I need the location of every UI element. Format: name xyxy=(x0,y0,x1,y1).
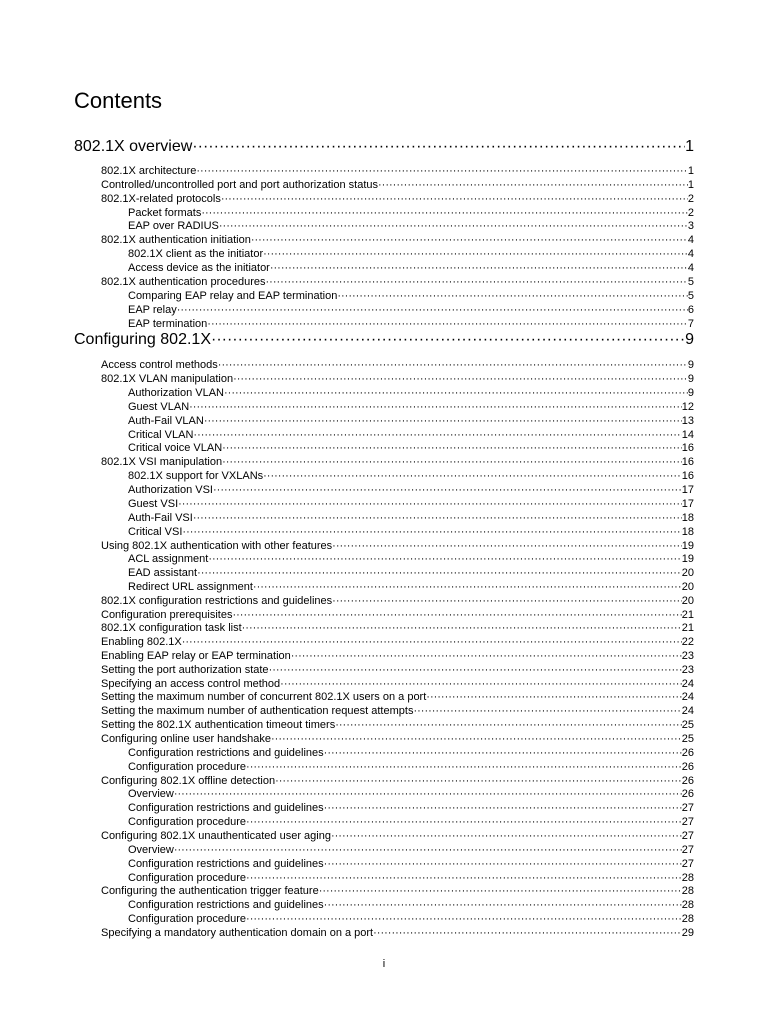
dot-leader xyxy=(263,247,688,261)
toc-entry[interactable] xyxy=(101,649,694,663)
toc-entry[interactable] xyxy=(128,580,694,594)
toc-entry[interactable] xyxy=(101,690,694,704)
toc-entry-label: Guest VLAN xyxy=(128,401,190,413)
toc-entry-label: Critical VLAN xyxy=(128,429,194,441)
toc-entry-label: Using 802.1X authentication with other features xyxy=(101,540,333,552)
contents-heading: Contents xyxy=(74,88,163,113)
toc-entry[interactable] xyxy=(101,178,694,192)
dot-leader xyxy=(192,137,685,157)
toc-page-number: 26 xyxy=(681,747,694,759)
toc-page-number: 12 xyxy=(681,401,694,413)
toc-page-number: 16 xyxy=(681,470,694,482)
toc-page-number: 2 xyxy=(687,193,694,205)
toc-page-number: 26 xyxy=(681,761,694,773)
dot-leader xyxy=(253,580,682,594)
toc-entry[interactable] xyxy=(101,608,694,622)
dot-leader xyxy=(207,317,688,331)
page-number-footer: i xyxy=(382,958,386,970)
toc-entry-label: 802.1X overview xyxy=(74,138,193,155)
toc-entry[interactable] xyxy=(101,718,694,732)
toc-page-number: 27 xyxy=(681,802,694,814)
toc-page-number: 18 xyxy=(681,512,694,524)
toc-page-number: 9 xyxy=(687,373,694,385)
toc-entry[interactable] xyxy=(128,552,694,566)
toc-entry[interactable] xyxy=(101,233,694,247)
toc-entry[interactable] xyxy=(128,746,694,760)
toc-entry[interactable] xyxy=(101,677,694,691)
toc-entry[interactable] xyxy=(128,303,694,317)
toc-page-number: 28 xyxy=(681,885,694,897)
dot-leader xyxy=(178,497,682,511)
toc-entry-label: Configuration restrictions and guidelines xyxy=(128,747,324,759)
toc-entry-label: 802.1X client as the initiator xyxy=(128,248,264,260)
toc-entry[interactable] xyxy=(128,206,694,220)
toc-entry-label: Controlled/uncontrolled port and port authorization status xyxy=(101,179,379,191)
dot-leader xyxy=(213,483,682,497)
toc-entry-label: Redirect URL assignment xyxy=(128,581,253,593)
dot-leader xyxy=(378,178,688,192)
toc-entry-label: Authorization VLAN xyxy=(128,387,224,399)
toc-entry[interactable] xyxy=(101,732,694,746)
toc-page-number: 23 xyxy=(681,664,694,676)
toc-entry[interactable] xyxy=(128,525,694,539)
toc-chapter-entry[interactable] xyxy=(74,330,694,350)
toc-page-number: 1 xyxy=(685,138,694,155)
toc-entry[interactable] xyxy=(101,358,694,372)
dot-leader xyxy=(275,774,682,788)
dot-leader xyxy=(280,677,682,691)
toc-page-number: 4 xyxy=(687,262,694,274)
dot-leader xyxy=(269,663,682,677)
toc-page-number: 28 xyxy=(681,872,694,884)
dot-leader xyxy=(174,843,682,857)
dot-leader xyxy=(246,760,682,774)
toc-entry-label: Setting the maximum number of concurrent 802.1X users on a port xyxy=(101,691,427,703)
dot-leader xyxy=(291,649,682,663)
toc-entry-label: Configuration procedure xyxy=(128,872,247,884)
toc-entry-label: Critical voice VLAN xyxy=(128,442,223,454)
toc-entry[interactable] xyxy=(101,926,694,940)
toc-entry-label: EAP relay xyxy=(128,304,177,316)
dot-leader xyxy=(211,330,685,350)
toc-entry-label: Configuration restrictions and guidelines xyxy=(128,899,324,911)
dot-leader xyxy=(246,912,682,926)
toc-entry-label: Configuration restrictions and guidelines xyxy=(128,858,324,870)
toc-page-number: 18 xyxy=(681,526,694,538)
dot-leader xyxy=(266,275,688,289)
toc-entry[interactable] xyxy=(128,871,694,885)
toc-entry[interactable] xyxy=(101,539,694,553)
toc-page-number: 21 xyxy=(681,622,694,634)
toc-page-number: 13 xyxy=(681,415,694,427)
toc-page-number: 5 xyxy=(687,290,694,302)
dot-leader xyxy=(189,400,682,414)
dot-leader xyxy=(232,608,681,622)
toc-chapter-entry[interactable] xyxy=(74,137,694,157)
toc-entry[interactable] xyxy=(101,663,694,677)
dot-leader xyxy=(204,414,682,428)
toc-entry-label: 802.1X authentication procedures xyxy=(101,276,266,288)
dot-leader xyxy=(324,801,682,815)
dot-leader xyxy=(246,815,682,829)
toc-entry-label: Configuring 802.1X xyxy=(74,331,211,348)
toc-entry[interactable] xyxy=(101,829,694,843)
toc-page-number: 21 xyxy=(681,609,694,621)
toc-page-number: 2 xyxy=(687,207,694,219)
toc-entry-label: EAP termination xyxy=(128,318,208,330)
dot-leader xyxy=(251,233,688,247)
dot-leader xyxy=(332,539,682,553)
toc-entry-label: Configuration procedure xyxy=(128,913,247,925)
dot-leader xyxy=(331,829,682,843)
toc-entry-label: Setting the maximum number of authentication request attempts xyxy=(101,705,414,717)
toc-entry[interactable] xyxy=(128,760,694,774)
toc-page-number: 26 xyxy=(681,788,694,800)
toc-entry[interactable] xyxy=(101,164,694,178)
toc-page-number: 6 xyxy=(687,304,694,316)
toc-page-number: 17 xyxy=(681,484,694,496)
dot-leader xyxy=(337,289,688,303)
toc-entry[interactable] xyxy=(128,787,694,801)
toc-page-number: 19 xyxy=(681,553,694,565)
toc-entry-label: EAD assistant xyxy=(128,567,198,579)
toc-entry-label: 802.1X VSI manipulation xyxy=(101,456,223,468)
toc-entry[interactable] xyxy=(101,275,694,289)
toc-page-number: 7 xyxy=(687,318,694,330)
toc-page-number: 24 xyxy=(681,678,694,690)
toc-entry-label: Guest VSI xyxy=(128,498,179,510)
toc-page-number: 19 xyxy=(681,540,694,552)
toc-page-number: 23 xyxy=(681,650,694,662)
toc-entry[interactable] xyxy=(128,414,694,428)
dot-leader xyxy=(208,552,681,566)
toc-entry-label: Comparing EAP relay and EAP termination xyxy=(128,290,338,302)
toc-page-number: 28 xyxy=(681,913,694,925)
toc-page-number: 27 xyxy=(681,830,694,842)
dot-leader xyxy=(201,206,688,220)
toc-entry-label: Enabling EAP relay or EAP termination xyxy=(101,650,291,662)
toc-entry-label: Configuring online user handshake xyxy=(101,733,272,745)
toc-page-number: 27 xyxy=(681,858,694,870)
toc-entry[interactable] xyxy=(128,843,694,857)
dot-leader xyxy=(219,219,688,233)
toc-entry[interactable] xyxy=(128,497,694,511)
toc-entry-label: Access device as the initiator xyxy=(128,262,270,274)
toc-entry-label: 802.1X configuration restrictions and guidelines xyxy=(101,595,333,607)
toc-page-number: 9 xyxy=(687,387,694,399)
toc-page-number: 17 xyxy=(681,498,694,510)
toc-page-number: 20 xyxy=(681,581,694,593)
toc-entry-label: 802.1X VLAN manipulation xyxy=(101,373,234,385)
toc-page-number: 27 xyxy=(681,844,694,856)
toc-entry-label: Auth-Fail VLAN xyxy=(128,415,204,427)
toc-entry-label: Specifying an access control method xyxy=(101,678,281,690)
toc-page-number: 25 xyxy=(681,719,694,731)
toc-page-number: 24 xyxy=(681,705,694,717)
toc-entry[interactable] xyxy=(128,289,694,303)
toc-entry[interactable] xyxy=(128,400,694,414)
toc-entry-label: Packet formats xyxy=(128,207,202,219)
dot-leader xyxy=(324,857,682,871)
toc-entry-label: 802.1X support for VXLANs xyxy=(128,470,264,482)
toc-entry[interactable] xyxy=(128,566,694,580)
toc-entry-label: Configuration prerequisites xyxy=(101,609,233,621)
toc-entry[interactable] xyxy=(128,912,694,926)
toc-page-number: 26 xyxy=(681,775,694,787)
toc-entry[interactable] xyxy=(101,372,694,386)
toc-page-number: 28 xyxy=(681,899,694,911)
toc-page-number: 9 xyxy=(687,359,694,371)
dot-leader xyxy=(182,635,682,649)
toc-entry-label: 802.1X architecture xyxy=(101,165,197,177)
dot-leader xyxy=(193,428,681,442)
toc-entry-label: Critical VSI xyxy=(128,526,183,538)
dot-leader xyxy=(413,704,681,718)
toc-entry[interactable] xyxy=(101,884,694,898)
toc-entry-label: Overview xyxy=(128,844,174,856)
toc-entry[interactable] xyxy=(128,441,694,455)
dot-leader xyxy=(197,566,682,580)
toc-entry-label: 802.1X configuration task list xyxy=(101,622,242,634)
toc-entry[interactable] xyxy=(128,801,694,815)
dot-leader xyxy=(319,884,682,898)
dot-leader xyxy=(222,455,682,469)
toc-entry-label: Configuring 802.1X offline detection xyxy=(101,775,276,787)
toc-page-number: 16 xyxy=(681,442,694,454)
toc-entry[interactable] xyxy=(128,386,694,400)
toc-page-number: 1 xyxy=(687,179,694,191)
toc-page-number: 27 xyxy=(681,816,694,828)
dot-leader xyxy=(426,690,681,704)
toc-entry-label: Configuring the authentication trigger feature xyxy=(101,885,319,897)
toc-entry[interactable] xyxy=(101,621,694,635)
toc-entry[interactable] xyxy=(128,469,694,483)
toc-entry-label: Configuration restrictions and guidelines xyxy=(128,802,324,814)
toc-entry[interactable] xyxy=(128,483,694,497)
toc-entry-label: Configuring 802.1X unauthenticated user aging xyxy=(101,830,331,842)
toc-entry-label: ACL assignment xyxy=(128,553,209,565)
toc-entry-label: Setting the port authorization state xyxy=(101,664,269,676)
toc-entry[interactable] xyxy=(101,635,694,649)
toc-entry-label: Setting the 802.1X authentication timeout timers xyxy=(101,719,336,731)
toc-page-number: 1 xyxy=(687,165,694,177)
dot-leader xyxy=(224,386,688,400)
dot-leader xyxy=(221,192,688,206)
toc-entry[interactable] xyxy=(128,857,694,871)
dot-leader xyxy=(373,926,682,940)
toc-page-number: 9 xyxy=(685,331,694,348)
dot-leader xyxy=(196,164,687,178)
toc-page-number: 20 xyxy=(681,567,694,579)
toc-entry-label: Auth-Fail VSI xyxy=(128,512,193,524)
toc-page-number: 25 xyxy=(681,733,694,745)
toc-page-number: 14 xyxy=(681,429,694,441)
toc-page-number: 24 xyxy=(681,691,694,703)
dot-leader xyxy=(233,372,688,386)
toc-entry-label: Configuration procedure xyxy=(128,761,247,773)
toc-entry[interactable] xyxy=(128,898,694,912)
dot-leader xyxy=(271,732,682,746)
dot-leader xyxy=(222,441,682,455)
toc-entry-label: 802.1X-related protocols xyxy=(101,193,221,205)
dot-leader xyxy=(324,898,682,912)
dot-leader xyxy=(193,511,682,525)
dot-leader xyxy=(182,525,681,539)
toc-entry-label: Access control methods xyxy=(101,359,218,371)
dot-leader xyxy=(177,303,688,317)
toc-entry-label: EAP over RADIUS xyxy=(128,220,219,232)
toc-entry-label: 802.1X authentication initiation xyxy=(101,234,251,246)
toc-page-number: 16 xyxy=(681,456,694,468)
toc-entry[interactable] xyxy=(101,704,694,718)
toc-entry[interactable] xyxy=(128,219,694,233)
toc-entry[interactable] xyxy=(128,261,694,275)
dot-leader xyxy=(332,594,682,608)
toc-entry[interactable] xyxy=(128,247,694,261)
toc-entry[interactable] xyxy=(128,317,694,331)
toc-page-number: 20 xyxy=(681,595,694,607)
toc-entry[interactable] xyxy=(128,815,694,829)
dot-leader xyxy=(263,469,682,483)
toc-entry-label: Configuration procedure xyxy=(128,816,247,828)
toc-entry-label: Specifying a mandatory authentication domain on a port xyxy=(101,927,374,939)
toc-entry[interactable] xyxy=(101,594,694,608)
dot-leader xyxy=(242,621,682,635)
dot-leader xyxy=(324,746,682,760)
dot-leader xyxy=(270,261,688,275)
dot-leader xyxy=(174,787,682,801)
toc-entry[interactable] xyxy=(101,774,694,788)
toc-page-number: 5 xyxy=(687,276,694,288)
toc-entry[interactable] xyxy=(101,192,694,206)
dot-leader xyxy=(218,358,688,372)
toc-page-number: 4 xyxy=(687,248,694,260)
dot-leader xyxy=(335,718,682,732)
toc-entry[interactable] xyxy=(101,455,694,469)
dot-leader xyxy=(246,871,682,885)
toc-page-number: 22 xyxy=(681,636,694,648)
toc-entry-label: Authorization VSI xyxy=(128,484,213,496)
toc-entry-label: Enabling 802.1X xyxy=(101,636,182,648)
toc-entry[interactable] xyxy=(128,428,694,442)
toc-entry[interactable] xyxy=(128,511,694,525)
toc-page-number: 29 xyxy=(681,927,694,939)
toc-page-number: 4 xyxy=(687,234,694,246)
toc-page-number: 3 xyxy=(687,220,694,232)
toc-entry-label: Overview xyxy=(128,788,174,800)
